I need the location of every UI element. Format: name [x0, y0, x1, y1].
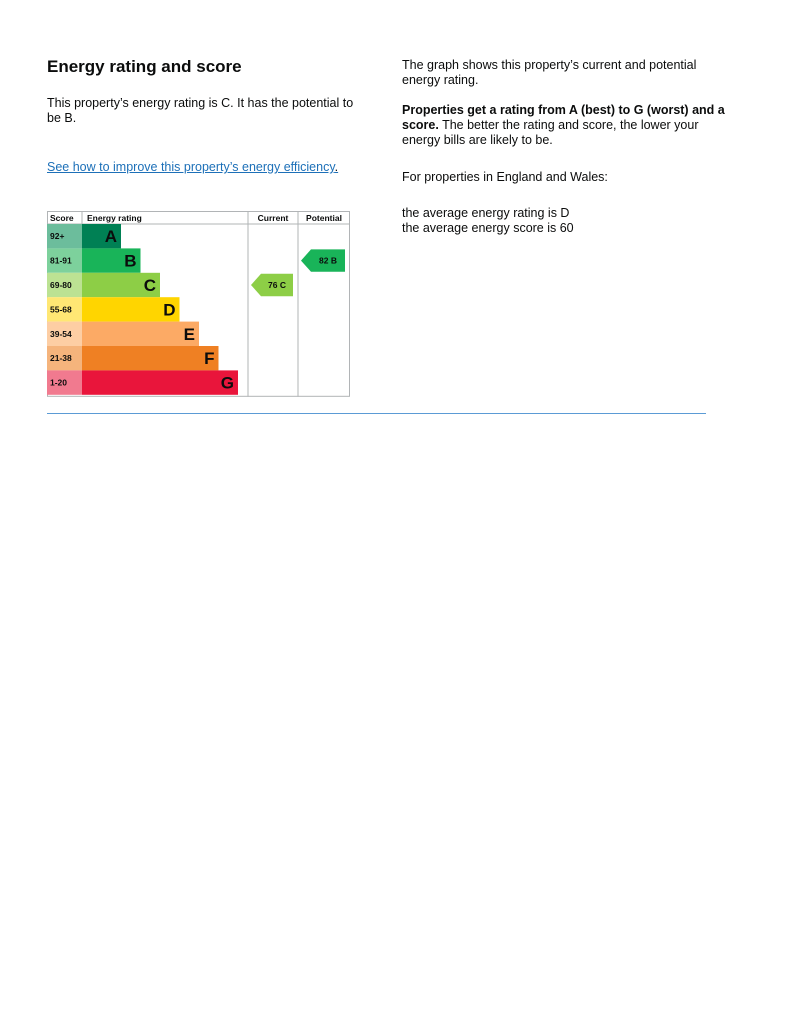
- score-label-b: 81-91: [50, 255, 72, 266]
- average-score: the average energy score is 60: [402, 221, 574, 235]
- rating-letter-g: G: [220, 373, 234, 393]
- rating-scale-description: [402, 103, 732, 148]
- header-potential: Potential: [306, 213, 342, 223]
- link-period: .: [334, 160, 339, 174]
- header-energy-rating: Energy rating: [87, 213, 142, 223]
- rating-letter-c: C: [143, 276, 156, 295]
- rating-letter-e: E: [183, 324, 195, 344]
- rating-summary: [47, 56, 357, 175]
- improve-efficiency-link-text[interactable]: See how to improve this property’s energy efficiency: [47, 160, 335, 174]
- score-label-c: 69-80: [50, 280, 72, 290]
- energy-rating-chart: [47, 211, 351, 399]
- rating-letter-f: F: [204, 349, 215, 369]
- header-score: Score: [50, 213, 74, 223]
- graph-description: The graph shows this property’s current and potential energy rating.: [402, 58, 697, 87]
- potential-rating-label: 82 B: [319, 255, 337, 266]
- rating-bar-e: [82, 322, 199, 346]
- rating-scale-bold: Properties get a rating from A (best) to G (worst) and a score.: [402, 103, 725, 132]
- score-label-a: 92+: [50, 231, 65, 242]
- region-note: For properties in England and Wales:: [402, 170, 608, 184]
- score-label-f: 21-38: [50, 353, 72, 364]
- rating-bar-f: [82, 346, 219, 370]
- current-rating-label: 76 C: [268, 280, 286, 290]
- rating-bar-g: [82, 370, 238, 394]
- section-divider: [47, 413, 706, 414]
- improve-efficiency-link[interactable]: [47, 160, 357, 175]
- score-label-g: 1-20: [50, 377, 68, 388]
- rating-scale-rest: The better the rating and score, the lower your energy bills are likely to be.: [402, 118, 699, 147]
- score-label-e: 39-54: [50, 328, 72, 339]
- header-current: Current: [257, 213, 289, 223]
- rating-letter-b: B: [124, 251, 137, 271]
- rating-letter-a: A: [104, 227, 117, 247]
- average-values: [402, 206, 732, 236]
- page-title: Energy rating and score: [47, 57, 242, 76]
- rating-letter-d: D: [163, 300, 176, 320]
- score-label-d: 55-68: [50, 304, 72, 315]
- rating-explanation: [402, 58, 732, 236]
- rating-intro: This property’s energy rating is C. It has the potential to be B.: [47, 96, 354, 125]
- average-rating: the average energy rating is D: [402, 206, 570, 220]
